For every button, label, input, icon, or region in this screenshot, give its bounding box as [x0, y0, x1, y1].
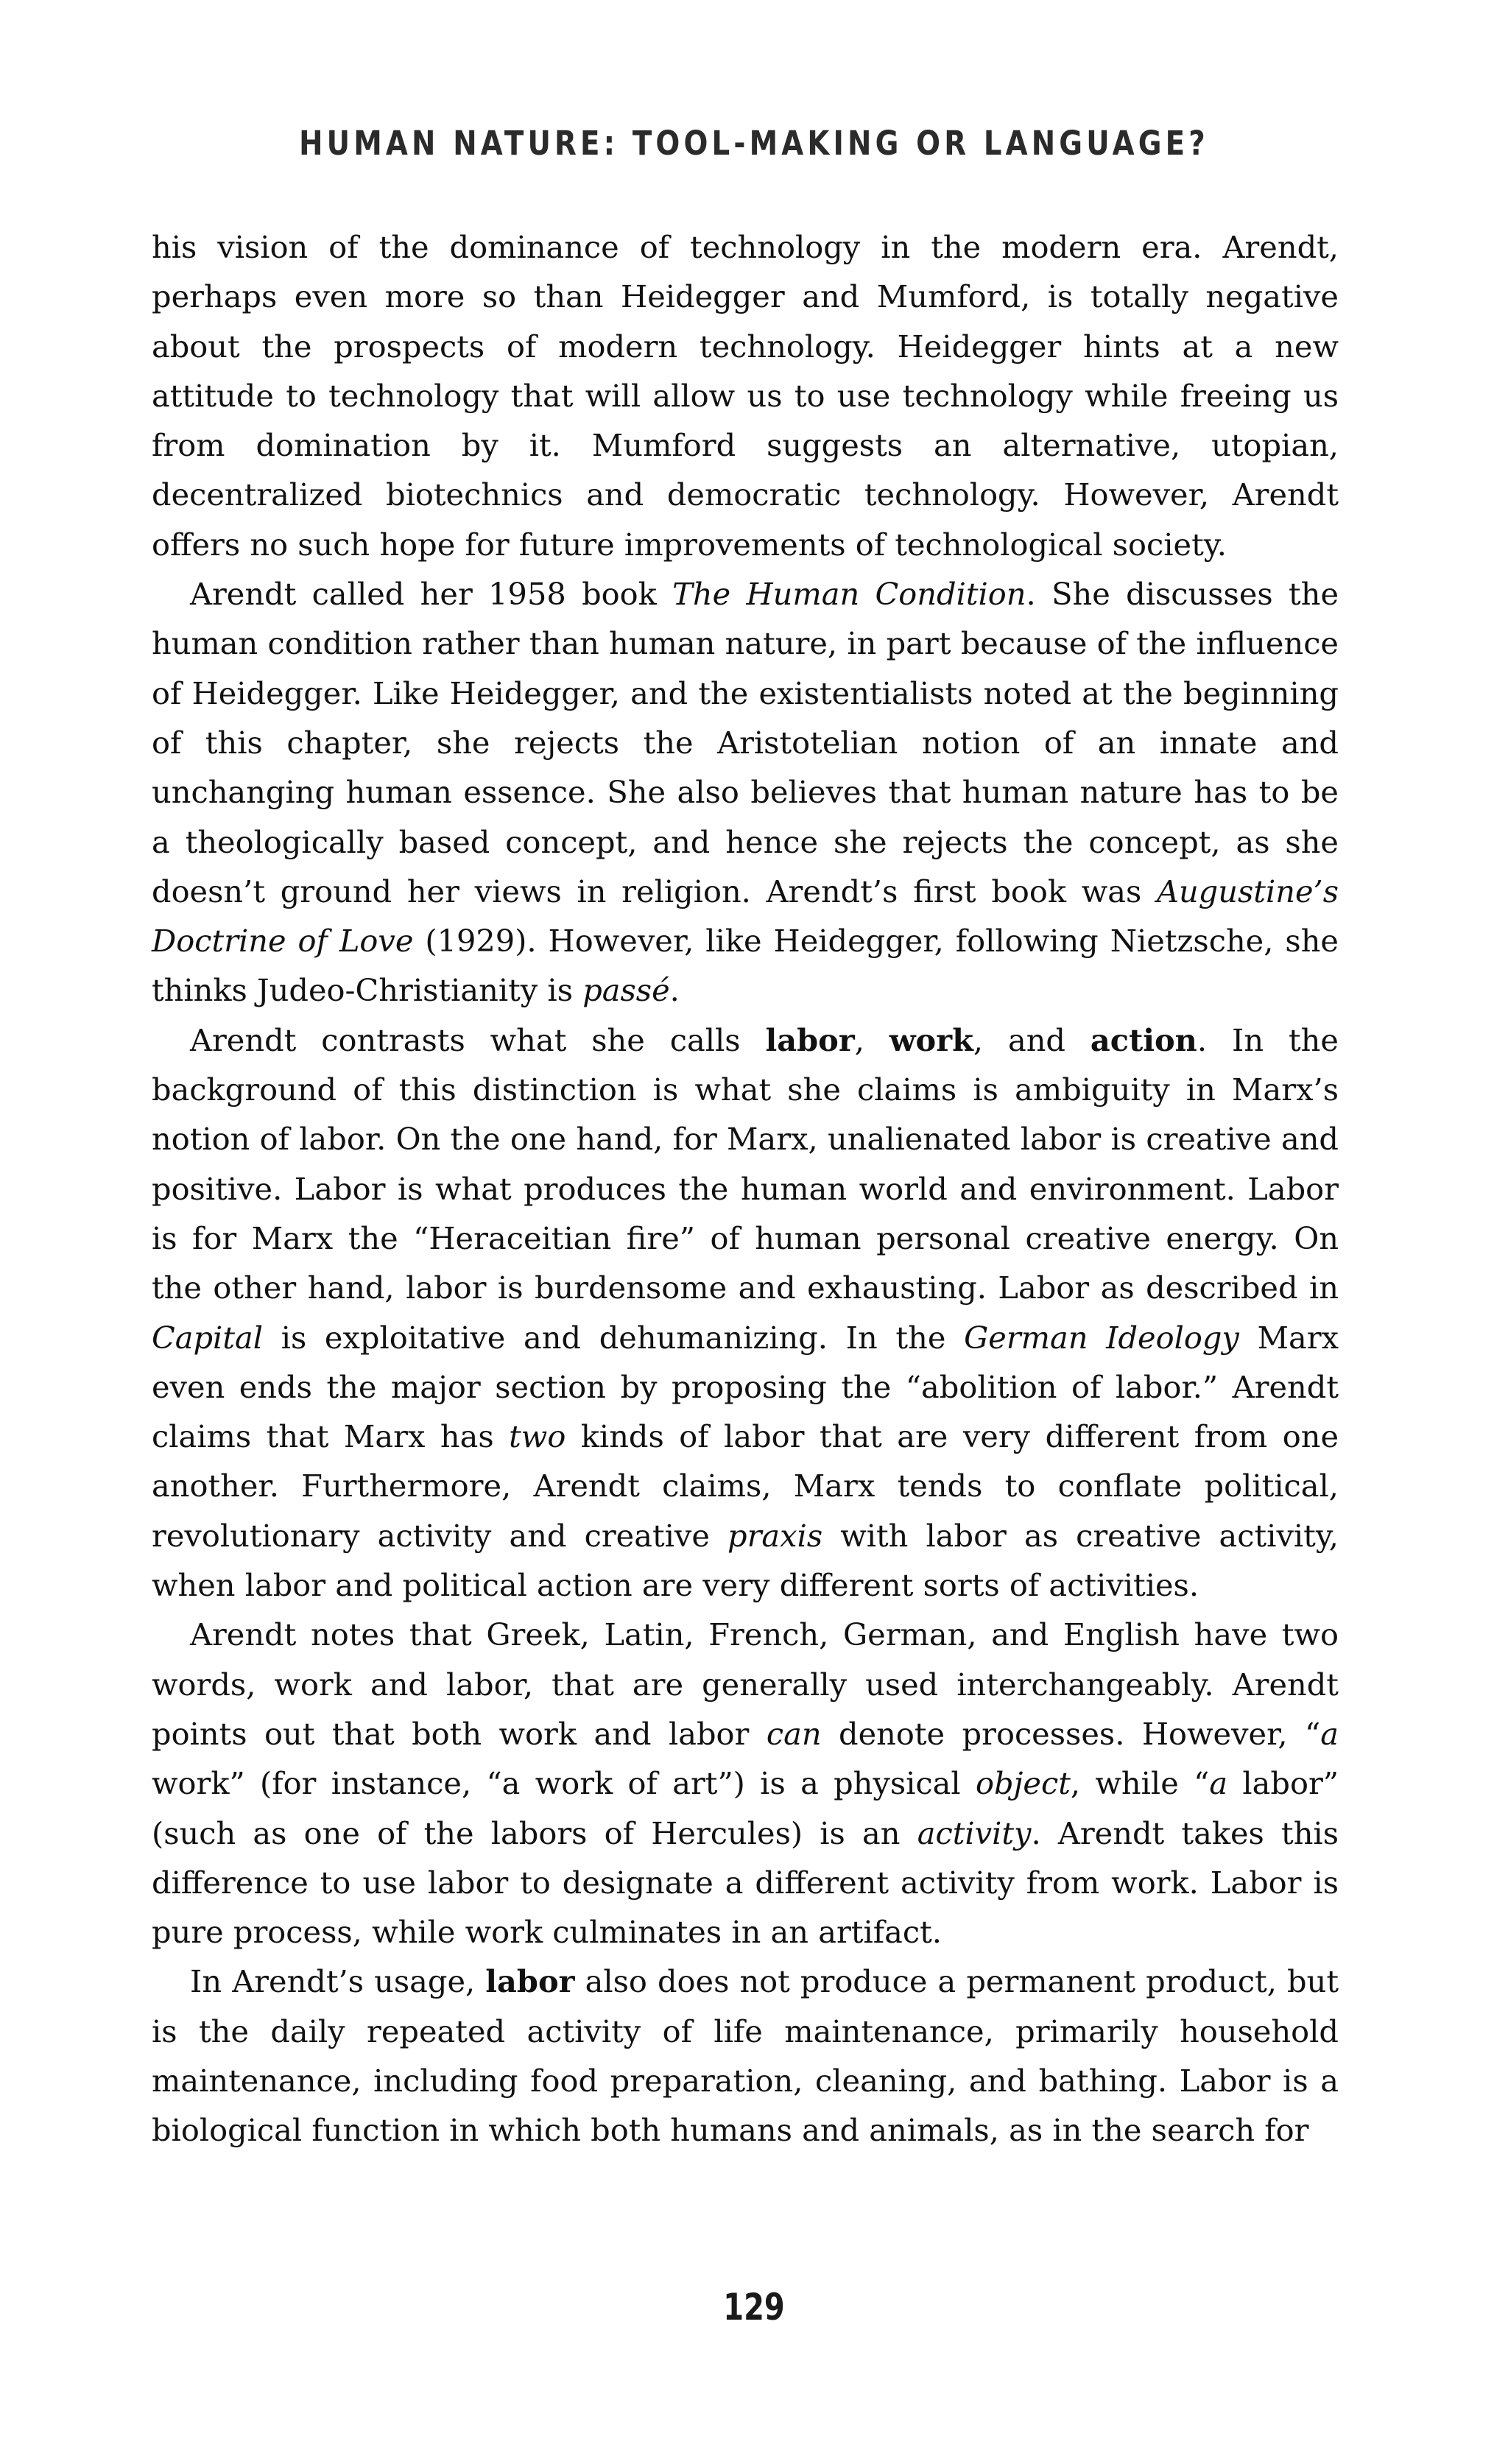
body-text — [152, 222, 1339, 2155]
text-run: Arendt contrasts what she calls — [190, 1021, 766, 1058]
italic-text: Capital — [152, 1319, 264, 1356]
text-run: , and — [973, 1021, 1091, 1058]
text-run: his vision of the dominance of technology in the modern era. Arendt, perhaps even more so than Heidegger and Mumford, is totally negative about the prospects of modern technology. Heidegger hints at a new attitude to technology that will allow us to use technology while freeing us from domination by it. Mumford suggests an alternative, utopian, decentralized biotechnics and democratic technology. However, Arendt offers no such hope for future improvements of technological society. — [152, 229, 1339, 563]
italic-text: two — [509, 1418, 566, 1455]
text-run: work” (for instance, “a work of art”) is a physical — [152, 1765, 976, 1802]
paragraph — [152, 1015, 1339, 1611]
text-run: . In the background of this distinction is what she claims is ambiguity in Marx’s notion of labor. On the one hand, for Marx, unalienated labor is creative and positive. Labor is what produces the human world and environment. Labor is for Marx the “Heraceitian fire” of human personal creative energy. On the other hand, labor is burdensome and exhausting. Labor as described in — [152, 1021, 1339, 1306]
running-head: HUMAN NATURE: TOOL-MAKING OR LANGUAGE? — [299, 124, 1209, 163]
text-run: Marx even ends the major section by proposing the “abolition of labor.” Arendt claims that Marx has — [152, 1319, 1339, 1455]
italic-text: object — [976, 1765, 1071, 1802]
text-run: Arendt called her 1958 book — [190, 576, 673, 613]
text-run: labor” (such as one of the labors of Hercules) is an — [152, 1765, 1339, 1851]
paragraph — [152, 569, 1339, 1015]
text-run: , — [854, 1021, 889, 1058]
paragraph — [152, 1610, 1339, 1957]
italic-text: a — [1209, 1765, 1228, 1802]
italic-text: The Human Condition — [672, 576, 1026, 613]
text-run: , while “ — [1070, 1765, 1210, 1802]
text-run: kinds of labor that are very different from one another. Furthermore, Arendt claims, Marx tends to conflate political, revolutionary activity and creative — [152, 1418, 1339, 1554]
text-run: . — [669, 972, 680, 1009]
page-number: 129 — [723, 2286, 785, 2329]
text-run: is exploitative and dehumanizing. In the — [263, 1319, 965, 1356]
text-run: denote processes. However, “ — [821, 1715, 1321, 1752]
text-run: with labor as creative activity, when labor and political action are very different sorts of activities. — [152, 1517, 1339, 1604]
italic-text: praxis — [727, 1517, 823, 1554]
italic-text: German Ideology — [964, 1319, 1239, 1356]
text-run: . She discusses the human condition rather than human nature, in part because of the influence of Heidegger. Like Heidegger, and the existentialists noted at the beginning of this chapter, she rejects the Aristotelian notion of an innate and unchanging human essence. She also believes that human nature has to be a theologically based concept, and hence she rejects the concept, as she doesn’t ground her views in religion. Arendt’s first book was — [152, 576, 1339, 909]
bold-term: work — [889, 1021, 973, 1058]
text-run: also does not produce a permanent product, but is the daily repeated activity of life maintenance, primarily household maintenance, including food preparation, cleaning, and bathing. Labor is a biological function in which both humans and animals, as in the search for — [152, 1963, 1339, 2149]
italic-text: Augustine’s Doctrine of Love — [152, 873, 1339, 960]
bold-term: labor — [765, 1021, 855, 1058]
bold-term: labor — [485, 1963, 575, 2000]
text-run: In Arendt’s usage, — [190, 1963, 486, 2000]
italic-text: can — [766, 1715, 822, 1752]
text-run: (1929). However, like Heidegger, following Nietzsche, she thinks Judeo-Christianity is — [152, 923, 1339, 1009]
text-run: Arendt notes that Greek, Latin, French, German, and English have two words, work and labor, that are generally used interchangeably. Arendt points out that both work and labor — [152, 1616, 1339, 1752]
italic-text: a — [1320, 1715, 1339, 1752]
paragraph — [152, 222, 1339, 569]
italic-text: passé — [582, 972, 670, 1009]
paragraph — [152, 1957, 1339, 2155]
text-run: . Arendt takes this difference to use labor to designate a different activity from work. Labor is pure process, while work culminates in an artifact. — [152, 1814, 1339, 1951]
italic-text: activity — [917, 1814, 1032, 1851]
bold-term: action — [1090, 1021, 1197, 1058]
